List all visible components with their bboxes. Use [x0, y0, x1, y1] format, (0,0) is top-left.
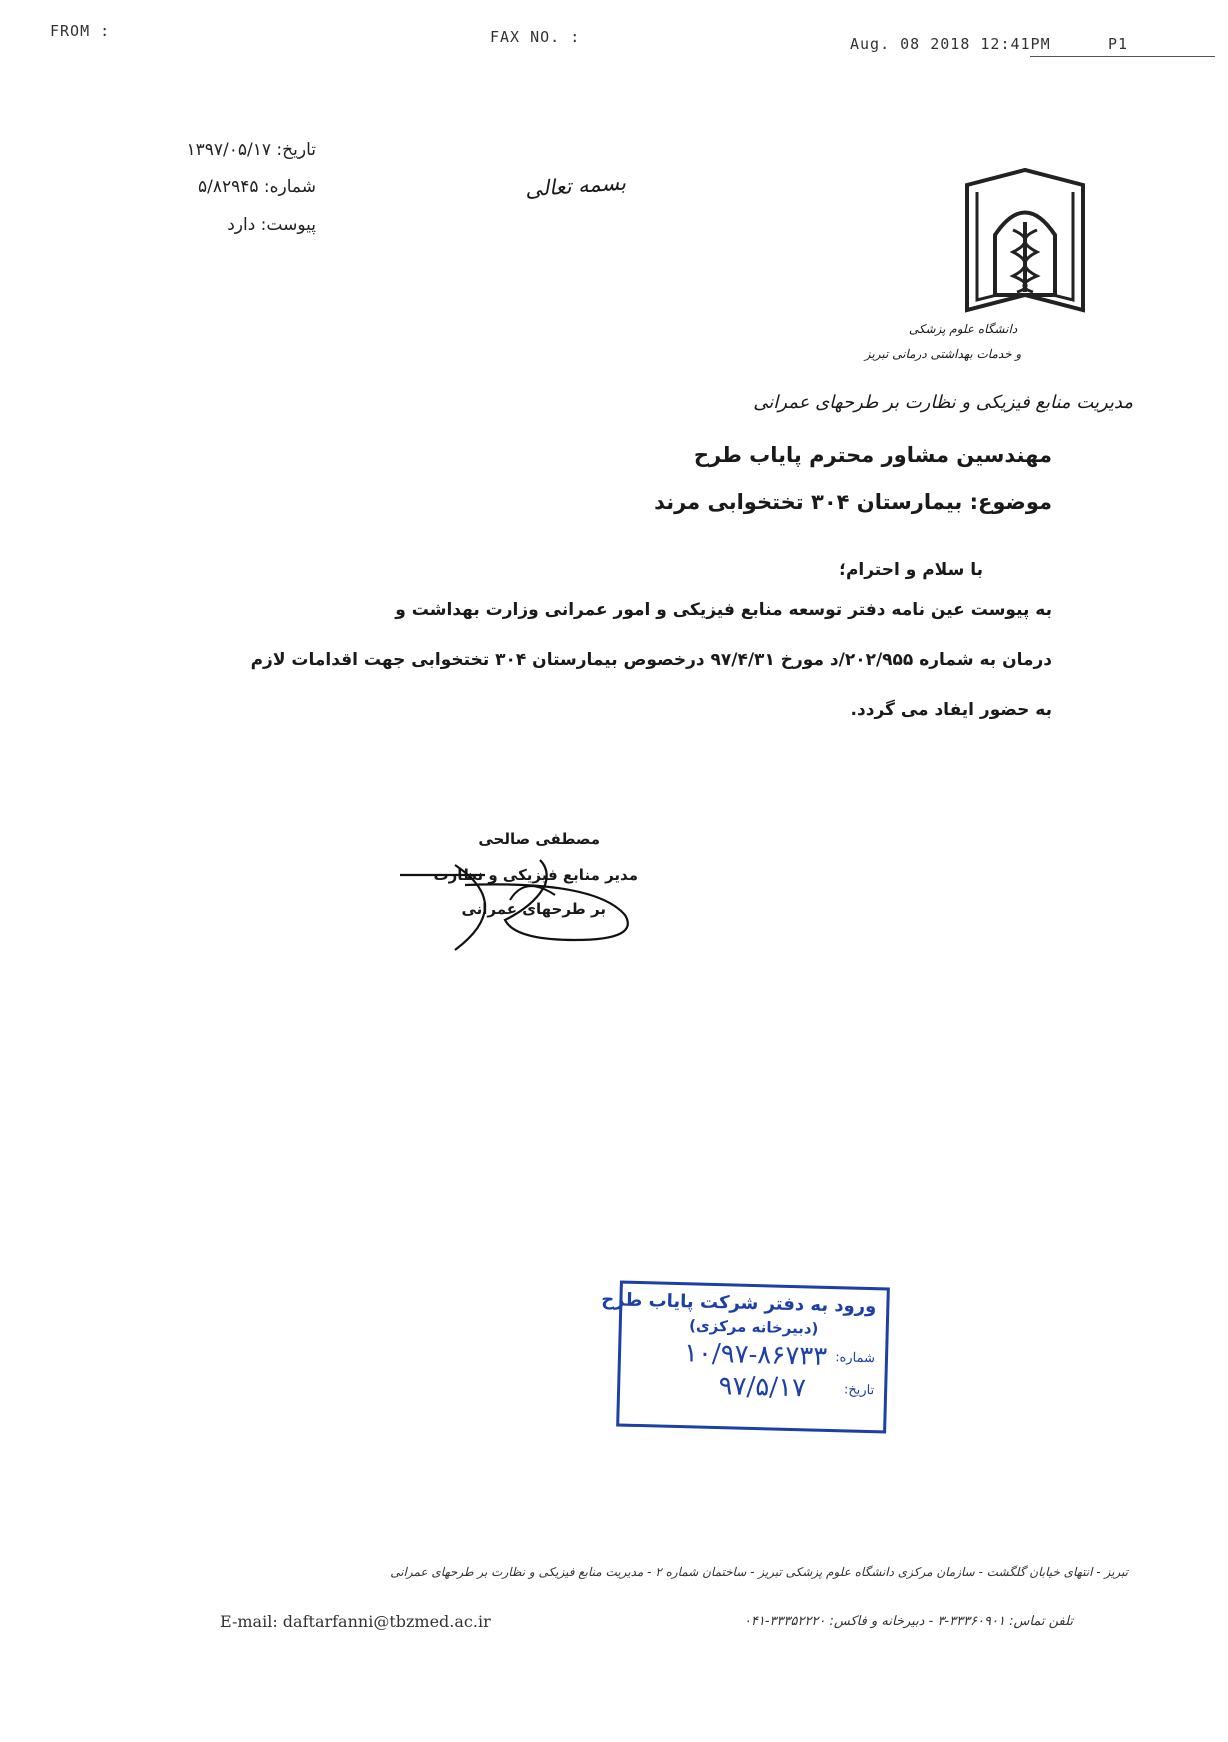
handwritten-signature	[395, 845, 655, 955]
fax-header-rule	[1030, 56, 1215, 57]
body-line-3: به حضور ایفاد می گردد.	[850, 700, 1052, 720]
fax-page: P1	[1108, 35, 1129, 53]
logo-line-1: دانشگاه علوم پزشکی	[908, 322, 1018, 336]
signatory-name: مصطفی صالحی	[478, 830, 600, 848]
footer-email: E-mail: daftarfanni@tbzmed.ac.ir	[220, 1612, 491, 1631]
fax-datetime: Aug. 08 2018 12:41PM	[850, 35, 1051, 53]
greeting: با سلام و احترام؛	[839, 560, 983, 580]
signatory-title-1: مدیر منابع فیزیکی و نظارت	[433, 866, 638, 884]
logo-line-3: مدیریت منابع فیزیکی و نظارت بر طرحهای عمرانی	[753, 392, 1133, 413]
stamp-title: ورود به دفتر شرکت پایاب طرح	[600, 1289, 877, 1318]
stamp-number-value: ۱۰/۹۷-۸۶۷۳۳	[683, 1338, 828, 1372]
letter-number: شماره: ۵/۸۲۹۴۵	[197, 177, 316, 197]
letter-date: تاریخ: ۱۳۹۷/۰۵/۱۷	[186, 140, 316, 160]
stamp-subtitle: (دبیرخانه مرکزی)	[688, 1316, 819, 1338]
footer-phone: تلفن تماس: ۳۳۳۶۰۹۰۱-۳ - دبیرخانه و فاکس: ۳۳۳۵۲۲۲۰-۰۴۱	[743, 1614, 1073, 1629]
university-emblem-icon	[955, 160, 1095, 328]
subject: موضوع: بیمارستان ۳۰۴ تختخوابی مرند	[654, 490, 1052, 514]
fax-number-label: FAX NO. :	[490, 28, 581, 46]
stamp-number-label: شماره:	[834, 1349, 876, 1366]
received-stamp	[600, 1280, 890, 1433]
letter-attachment: پیوست: دارد	[227, 215, 316, 235]
bismillah: بسمه تعالی	[524, 170, 627, 202]
recipient: مهندسین مشاور محترم پایاب طرح	[693, 443, 1052, 467]
signatory-title-2: بر طرحهای عمرانی	[461, 900, 606, 918]
body-line-2: درمان به شماره ۲۰۲/۹۵۵/د مورخ ۹۷/۴/۳۱ درخصوص بیمارستان ۳۰۴ تختخوابی جهت اقدامات لازم	[250, 650, 1052, 670]
footer-address: تبریز - انتهای خیابان گلگشت - سازمان مرکزی دانشگاه علوم پزشکی تبریز - ساختمان شماره ۲ - مدیریت منابع فیزیکی و نظارت بر طرحهای عمرانی	[390, 1565, 1128, 1579]
logo-line-2: و خدمات بهداشتی درمانی تبریز	[864, 347, 1022, 361]
stamp-date-label: تاریخ:	[843, 1381, 875, 1398]
stamp-date-value: ۹۷/۵/۱۷	[718, 1371, 807, 1404]
body-line-1: به پیوست عین نامه دفتر توسعه منابع فیزیکی و امور عمرانی وزارت بهداشت و	[395, 600, 1052, 620]
fax-from-label: FROM :	[50, 22, 111, 40]
